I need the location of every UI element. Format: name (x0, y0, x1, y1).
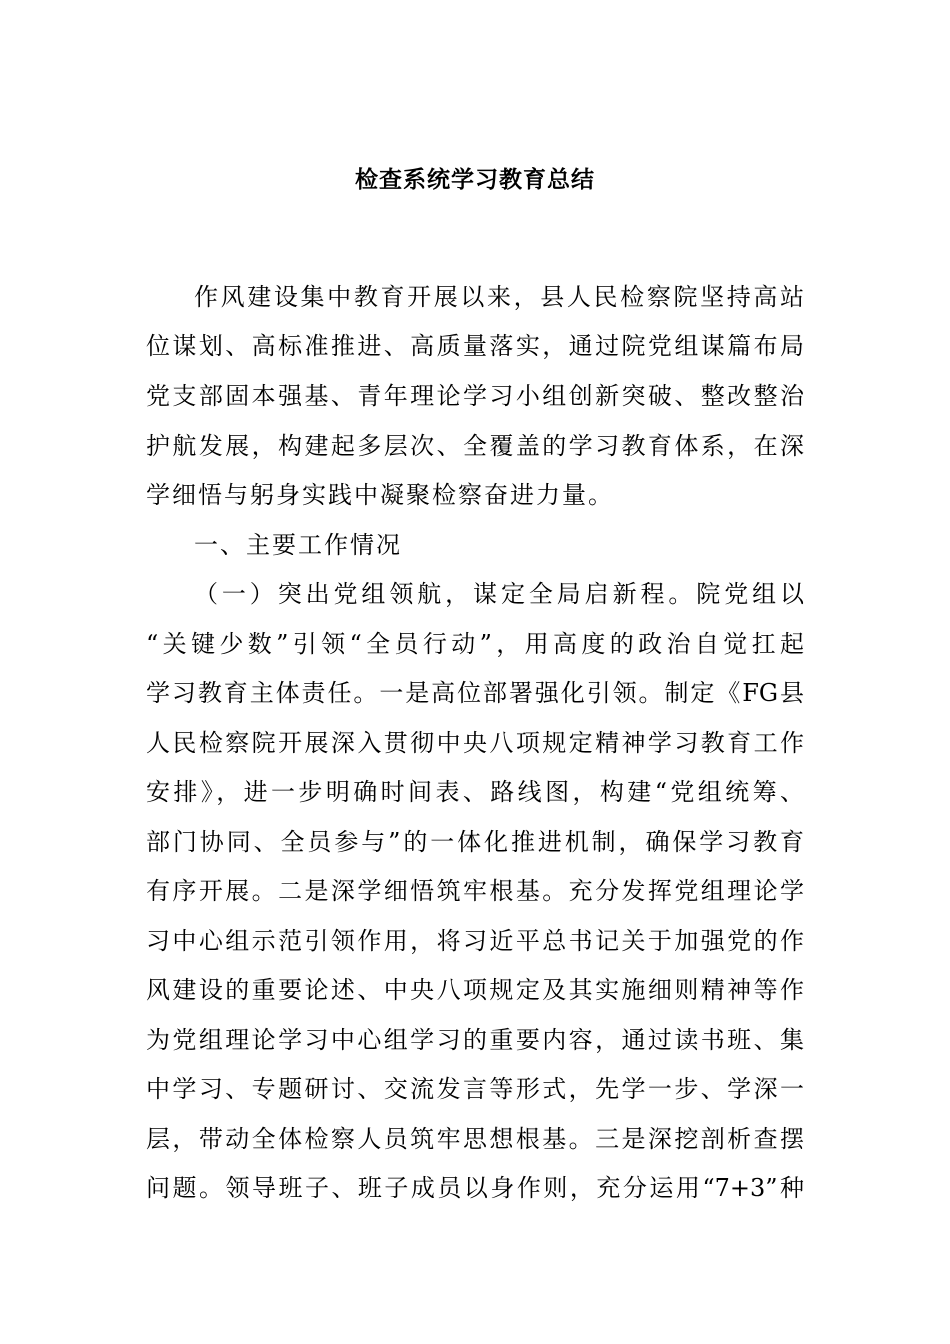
paragraph-line: （一）突出党组领航，谋定全局启新程。院党组以 (194, 580, 804, 608)
paragraph-line: 有序开展。二是深学细悟筑牢根基。充分发挥党组理论学 (146, 877, 804, 905)
paragraph-line: 习中心组示范引领作用，将习近平总书记关于加强党的作 (146, 927, 804, 955)
paragraph-line: 党支部固本强基、青年理论学习小组创新突破、整改整治 (146, 382, 804, 410)
paragraph-line: 位谋划、高标准推进、高质量落实，通过院党组谋篇布局 (146, 332, 804, 360)
paragraph-line: 作风建设集中教育开展以来，县人民检察院坚持高站 (194, 283, 804, 311)
paragraph-line: 问题。领导班子、班子成员以身作则，充分运用“7+3”种 (146, 1174, 804, 1202)
paragraph-line: 中学习、专题研讨、交流发言等形式，先学一步、学深一 (146, 1075, 804, 1103)
paragraph-line: 部门协同、全员参与”的一体化推进机制，确保学习教育 (146, 828, 804, 856)
paragraph-line: 安排》，进一步明确时间表、路线图，构建“党组统筹、 (146, 778, 804, 806)
document-title: 检查系统学习教育总结 (355, 166, 595, 193)
paragraph-line: 层，带动全体检察人员筑牢思想根基。三是深挖剖析查摆 (146, 1125, 804, 1153)
paragraph-line: “关键少数”引领“全员行动”，用高度的政治自觉扛起 (146, 630, 804, 658)
paragraph-line: 护航发展，构建起多层次、全覆盖的学习教育体系，在深 (146, 432, 804, 460)
paragraph-line: 风建设的重要论述、中央八项规定及其实施细则精神等作 (146, 976, 804, 1004)
paragraph-line: 为党组理论学习中心组学习的重要内容，通过读书班、集 (146, 1026, 804, 1054)
paragraph-line: 学习教育主体责任。一是高位部署强化引领。制定《FG县 (146, 679, 804, 707)
paragraph-line: 人民检察院开展深入贯彻中央八项规定精神学习教育工作 (146, 729, 804, 757)
paragraph-line: 学细悟与躬身实践中凝聚检察奋进力量。 (146, 481, 614, 509)
section-heading: 一、主要工作情况 (194, 531, 402, 559)
